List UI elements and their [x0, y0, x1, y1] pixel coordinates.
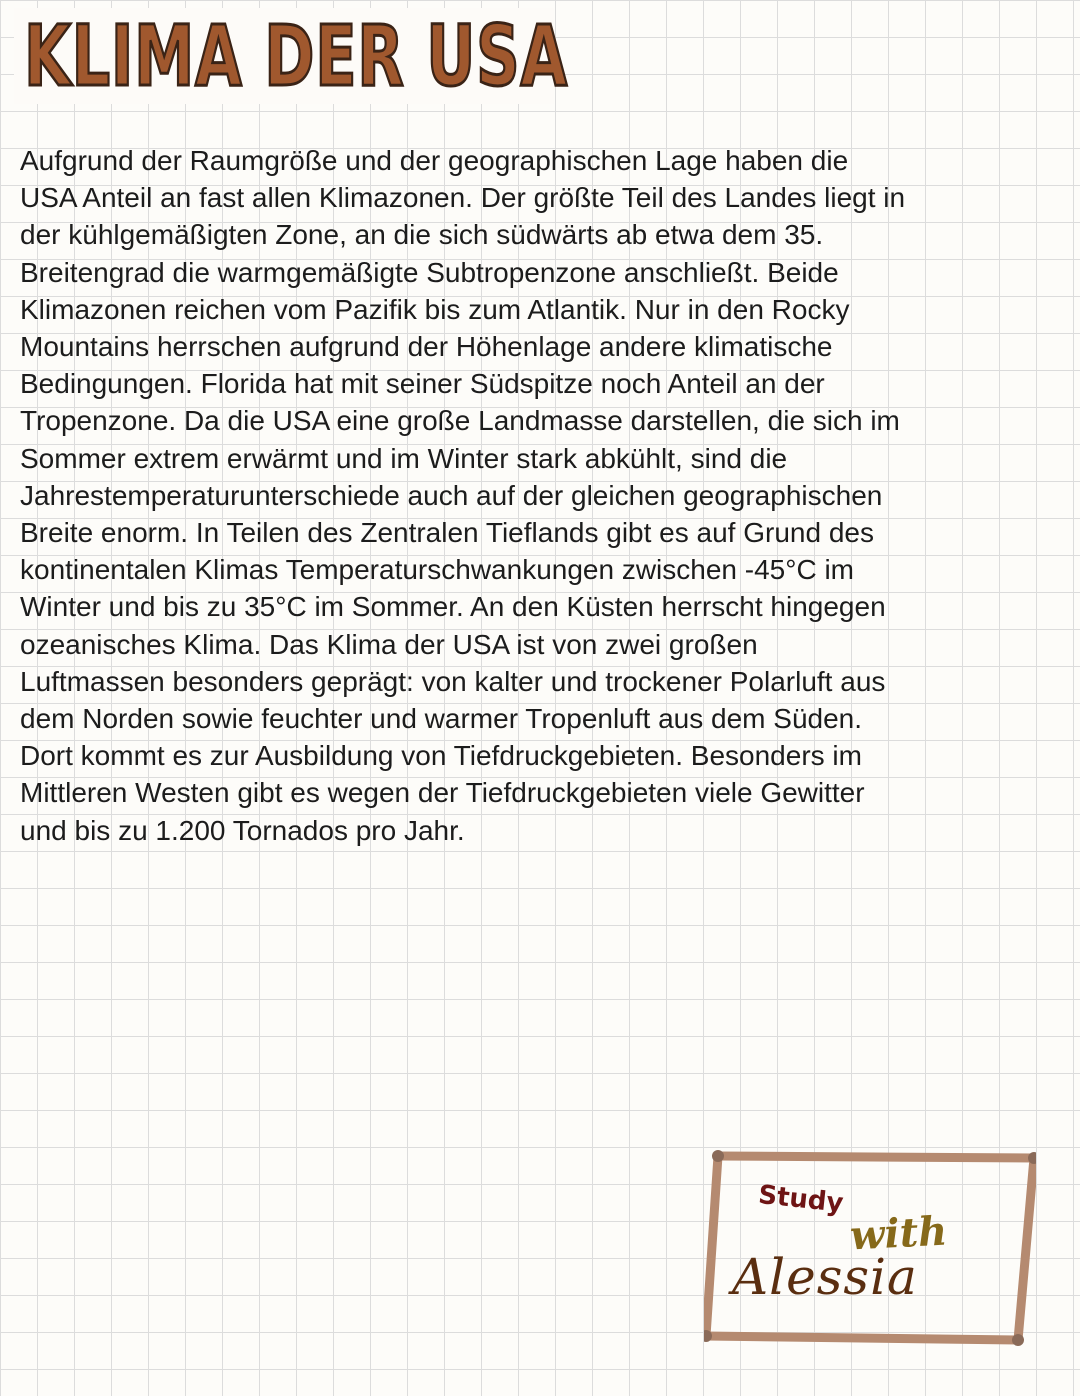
- body-line: Dort kommt es zur Ausbildung von Tiefdruckgebieten. Besonders im: [20, 740, 862, 772]
- body-line: und bis zu 1.200 Tornados pro Jahr.: [20, 814, 465, 846]
- body-line: Tropenzone. Da die USA eine große Landmasse darstellen, die sich im: [20, 405, 900, 437]
- body-line: Aufgrund der Raumgröße und der geographischen Lage haben die: [20, 145, 849, 176]
- body-line: Mittleren Westen gibt es wegen der Tiefdruckgebieten viele Gewitter: [20, 777, 865, 809]
- body-line: USA Anteil an fast allen Klimazonen. Der größte Teil des Landes liegt in: [20, 182, 906, 214]
- body-line: kontinentalen Klimas Temperaturschwankungen zwischen -45°C im: [20, 554, 854, 586]
- logo-word-with: with: [848, 1207, 949, 1260]
- body-line: Jahrestemperaturunterschiede auch auf der gleichen geographischen: [20, 479, 883, 511]
- body-paragraph: [20, 142, 1020, 849]
- body-line: Mountains herrschen aufgrund der Höhenlage andere klimatische: [20, 331, 833, 363]
- body-line: dem Norden sowie feuchter und warmer Tropenluft aus dem Süden.: [20, 703, 863, 735]
- study-with-alessia-logo: [704, 1150, 1036, 1348]
- body-line: Bedingungen. Florida hat mit seiner Südspitze noch Anteil an der: [20, 368, 825, 400]
- title-banner: [14, 7, 568, 105]
- body-line: der kühlgemäßigten Zone, an die sich südwärts ab etwa dem 35.: [20, 219, 824, 251]
- logo-word-alessia: Alessia: [732, 1248, 918, 1306]
- body-line: Klimazonen reichen vom Pazifik bis zum Atlantik. Nur in den Rocky: [20, 293, 850, 325]
- body-line: Luftmassen besonders geprägt: von kalter und trockener Polarluft aus: [20, 665, 886, 697]
- page-title: KLIMA DER USA: [24, 7, 568, 105]
- body-line: Breitengrad die warmgemäßigte Subtropenzone anschließt. Beide: [20, 256, 839, 288]
- body-line: Sommer extrem erwärmt und im Winter stark abkühlt, sind die: [20, 442, 788, 474]
- body-line: Breite enorm. In Teilen des Zentralen Tieflands gibt es auf Grund des: [20, 517, 874, 549]
- logo-word-study: Study: [756, 1180, 845, 1219]
- body-line: Winter und bis zu 35°C im Sommer. An den Küsten herrscht hingegen: [20, 591, 886, 623]
- body-line: ozeanisches Klima. Das Klima der USA ist von zwei großen: [20, 628, 758, 660]
